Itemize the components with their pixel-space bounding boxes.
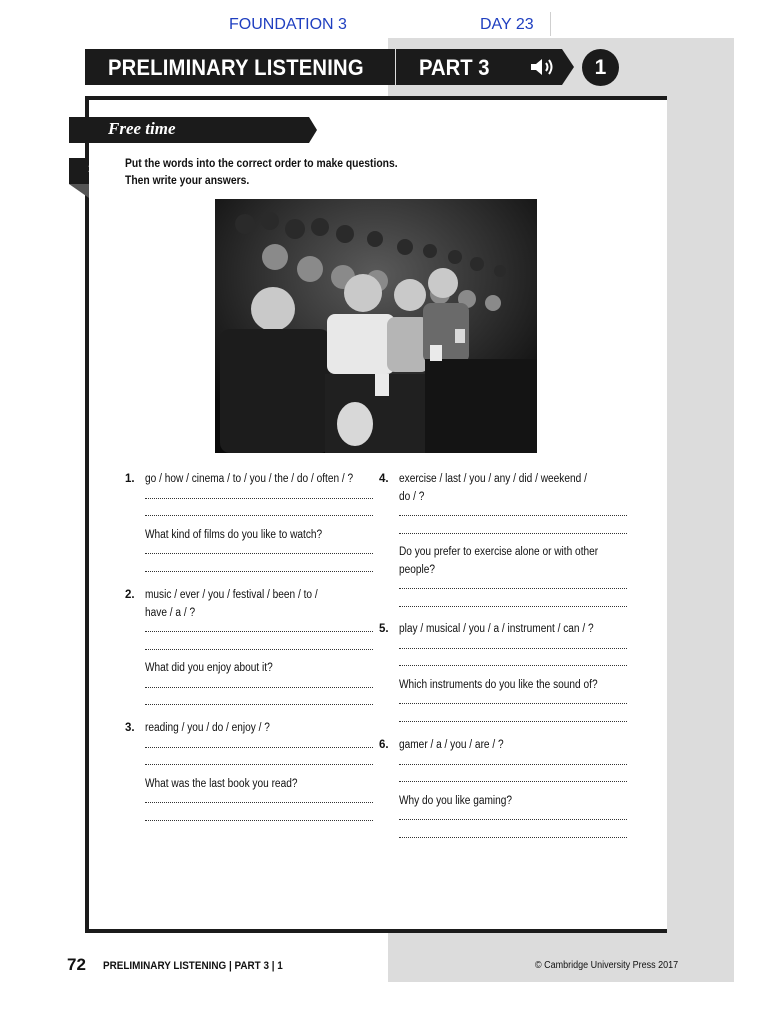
- follow-up-question: Do you prefer to exercise alone or with other: [399, 546, 599, 558]
- question-number: 6.: [379, 739, 389, 751]
- follow-up-question: Why do you like gaming?: [399, 794, 513, 807]
- course-label: FOUNDATION 3: [229, 16, 347, 33]
- question-prompt: go / how / cinema / to / you / the / do / often / ?: [145, 473, 354, 485]
- answer-line[interactable]: [399, 664, 627, 666]
- answer-line[interactable]: [145, 746, 373, 748]
- answer-line[interactable]: [145, 686, 373, 688]
- answer-line[interactable]: [399, 702, 627, 704]
- question-prompt: have / a / ?: [145, 606, 196, 619]
- day-label: DAY 23: [480, 16, 534, 33]
- answer-line[interactable]: [145, 552, 373, 554]
- answer-line[interactable]: [399, 720, 627, 722]
- answer-line[interactable]: [399, 514, 627, 516]
- exercise-number: 1: [88, 163, 95, 175]
- follow-up-question: Which instruments do you like the sound of?: [399, 678, 598, 691]
- cinema-audience-illustration: [215, 199, 537, 453]
- answer-line[interactable]: [399, 647, 627, 649]
- answer-line[interactable]: [399, 836, 627, 838]
- answer-line[interactable]: [145, 819, 373, 821]
- speaker-icon: [529, 56, 559, 78]
- question-number: 3.: [125, 722, 135, 734]
- answer-line[interactable]: [145, 763, 373, 765]
- footer-title: PRELIMINARY LISTENING | PART 3 | 1: [103, 960, 283, 972]
- part-number-badge: 1: [582, 49, 619, 86]
- answer-line[interactable]: [145, 648, 373, 650]
- instructions: [125, 156, 455, 190]
- cinema-photo: [215, 199, 537, 453]
- answer-line[interactable]: [399, 532, 627, 534]
- answer-line[interactable]: [145, 703, 373, 705]
- question-number: 5.: [379, 623, 389, 635]
- page-number: 72: [67, 955, 86, 974]
- answer-line[interactable]: [145, 801, 373, 803]
- question-prompt: do / ?: [399, 490, 425, 503]
- answer-line[interactable]: [399, 605, 627, 607]
- answer-line[interactable]: [399, 780, 627, 782]
- page-title: PRELIMINARY LISTENING: [108, 55, 364, 80]
- instruction-line-1: Put the words into the correct order to make questions.: [125, 158, 398, 170]
- answer-line[interactable]: [145, 570, 373, 572]
- answer-line[interactable]: [399, 818, 627, 820]
- answer-line[interactable]: [145, 497, 373, 499]
- question-number: 4.: [379, 473, 389, 485]
- follow-up-question: What did you enjoy about it?: [145, 662, 273, 674]
- answer-line[interactable]: [145, 630, 373, 632]
- follow-up-question: What kind of films do you like to watch?: [145, 528, 323, 541]
- question-prompt: exercise / last / you / any / did / weekend /: [399, 473, 587, 485]
- answer-line[interactable]: [145, 514, 373, 516]
- answer-line[interactable]: [399, 587, 627, 589]
- answer-line[interactable]: [399, 763, 627, 765]
- follow-up-question: people?: [399, 563, 436, 576]
- question-number: 1.: [125, 473, 135, 485]
- question-number: 2.: [125, 589, 135, 601]
- question-prompt: play / musical / you / a / instrument / can / ?: [399, 623, 594, 635]
- question-prompt: music / ever / you / festival / been / to /: [145, 589, 318, 601]
- part-chevron-icon: [560, 49, 574, 85]
- part-label: PART 3: [419, 55, 490, 80]
- section-tab: [69, 117, 319, 143]
- question-prompt: gamer / a / you / are / ?: [399, 739, 504, 751]
- copyright: © Cambridge University Press 2017: [535, 960, 679, 971]
- day-box-divider: [545, 12, 551, 36]
- instruction-line-2: Then write your answers.: [125, 175, 250, 187]
- section-title: Free time: [108, 119, 176, 138]
- follow-up-question: What was the last book you read?: [145, 777, 298, 790]
- question-prompt: reading / you / do / enjoy / ?: [145, 722, 270, 734]
